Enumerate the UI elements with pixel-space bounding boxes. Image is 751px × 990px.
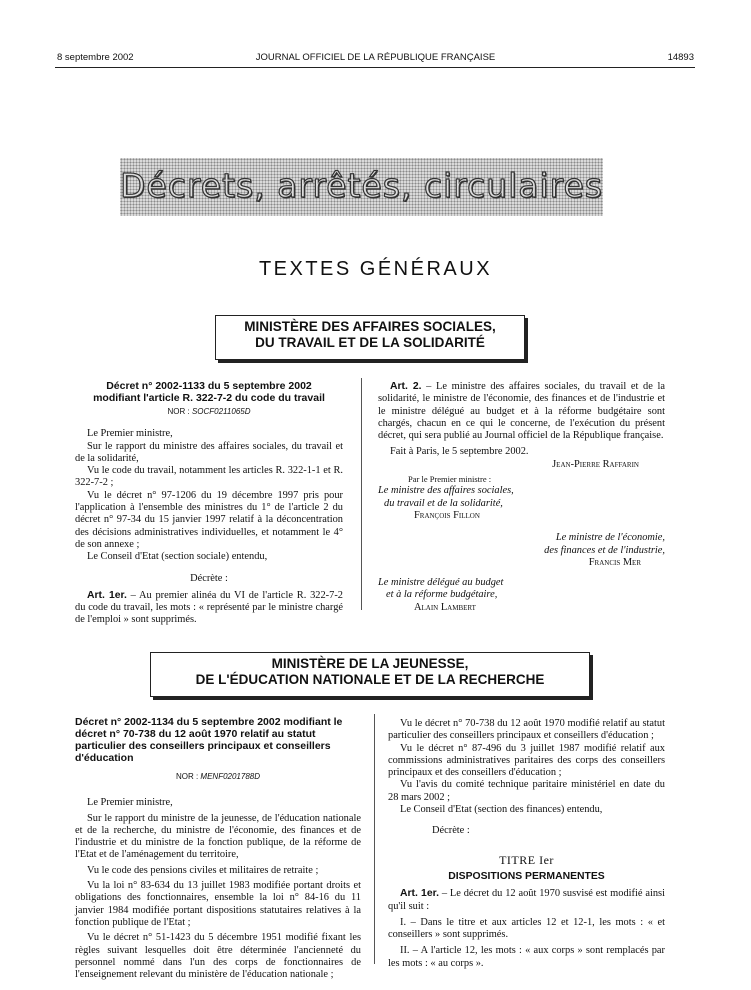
decree2-para: Vu le décret n° 70-738 du 12 août 1970 modifié relatif au statut particulier des conseillers principaux et conseillers d'éducation ; xyxy=(388,718,665,742)
ministry-education-line1: MINISTÈRE DE LA JEUNESSE, xyxy=(271,656,469,671)
decree2-right-column xyxy=(388,718,665,970)
decree2-titre: TITRE Ier xyxy=(499,852,554,867)
decree1-title-line2: modifiant l'article R. 322-7-2 du code du travail xyxy=(93,392,325,404)
header-journal: JOURNAL OFFICIEL DE LA RÉPUBLIQUE FRANÇAISE xyxy=(255,52,496,63)
ministry-social-line1: MINISTÈRE DES AFFAIRES SOCIALES, xyxy=(244,319,496,334)
decree1-nor: NOR : SOCF0211065D xyxy=(167,407,251,416)
section-title: TEXTES GÉNÉRAUX xyxy=(258,258,493,280)
ministry-box-education xyxy=(150,652,590,697)
decree1-article1: Art. 1er. – Au premier alinéa du VI de l'article R. 322-7-2 du code du travail, les mots : « représenté par le ministre chargé de l'emploi » sont supprimés. xyxy=(75,589,343,626)
banner-title: Décrets, arrêtés, circulaires xyxy=(120,166,603,205)
decree2-title-line4: d'éducation xyxy=(75,752,134,764)
decree2-title-line3: particulier des conseillers principaux et conseillers xyxy=(75,740,331,752)
decree1-para: Le Premier ministre, xyxy=(87,428,173,440)
decree1-para: Le Conseil d'Etat (section sociale) entendu, xyxy=(87,551,268,563)
decree1-article2: Art. 2. – Le ministre des affaires sociales, du travail et de la solidarité, le ministre de l'économie, des finances et de l'industrie et le ministre délégué au budget et à la réforme budgétaire sont chargés, chacun en ce qui le concerne, de l'exécution du présent décret, qui sera publié au Journal officiel de la République française. xyxy=(378,381,665,442)
decree1-decrete: Décrète : xyxy=(190,572,228,584)
decree1-art1-label: Art. 1er. xyxy=(87,589,127,601)
column-divider xyxy=(374,714,375,964)
min-social-line2: du travail et de la solidarité, xyxy=(384,497,503,509)
decree1-nor-code: SOCF0211065D xyxy=(191,407,251,416)
decree2-para: Vu la loi n° 83-634 du 13 juillet 1983 modifiée portant droits et obligations des fonctionnaires, ensemble la loi n° 84-16 du 11 janvier 1984 modifiée portant dispositions statutaires relatives à la fonction publique de l'Etat ; xyxy=(75,880,361,928)
decree2-item-i: I. – Dans le titre et aux articles 12 et 12-1, les mots : « et conseillers » sont supprimés. xyxy=(388,916,665,941)
header-rule xyxy=(55,67,695,68)
signature-budget: Alain Lambert xyxy=(414,601,476,613)
decree2-para: Vu le décret n° 87-496 du 3 juillet 1987 modifié relatif aux commissions administratives paritaires des corps des conseillers principaux et des conseillers d'éducation ; xyxy=(388,742,665,779)
decree2-para: Le Premier ministre, xyxy=(87,797,173,809)
ministry-education-line2: DE L'ÉDUCATION NATIONALE ET DE LA RECHERCHE xyxy=(195,672,545,687)
decree1-para: Vu le décret n° 97-1206 du 19 décembre 1997 pris pour l'application à l'ensemble des ministres du 1° de l'article 2 du décret n° 97-34 du 15 janvier 1997 relatif à la déconcentration des décisions administratives individuelles, et notamment le 4° de son annexe ; xyxy=(75,489,343,550)
decree1-fait: Fait à Paris, le 5 septembre 2002. xyxy=(390,446,529,458)
decree2-art1-label: Art. 1er. xyxy=(400,888,439,900)
signature-social: François Fillon xyxy=(414,509,480,521)
decree2-nor-code: MENF0201788D xyxy=(200,772,261,781)
ministry-box-social xyxy=(215,315,525,360)
decree1-title-line1: Décret n° 2002-1133 du 5 septembre 2002 xyxy=(106,380,312,392)
ministry-social-line2: DU TRAVAIL ET DE LA SOLIDARITÉ xyxy=(255,335,485,350)
decree1-right-column xyxy=(378,381,665,614)
decree2-para: Vu le décret n° 51-1423 du 5 décembre 1951 modifié fixant les règles suivant lesquelles doit être déterminée l'ancienneté du personnel nommé dans l'un des corps de fonctionnaires de l'enseignement relevant du ministère de l'éducation nationale ; xyxy=(75,932,361,981)
min-budget-line1: Le ministre délégué au budget xyxy=(378,577,504,589)
decree2-title-line1: Décret n° 2002-1134 du 5 septembre 2002 modifiant le xyxy=(75,716,343,728)
min-social-line1: Le ministre des affaires sociales, xyxy=(378,485,514,497)
signature-pm: Jean-Pierre Raffarin xyxy=(552,458,639,470)
decree2-para: Vu l'avis du comité technique paritaire ministériel en date du 28 mars 2002 ; xyxy=(388,779,665,803)
decree1-left-column xyxy=(75,380,343,627)
header-page-number: 14893 xyxy=(667,52,694,63)
par-premier-ministre: Par le Premier ministre : xyxy=(408,474,492,485)
column-divider xyxy=(361,378,362,610)
min-eco-line2: des finances et de l'industrie, xyxy=(544,544,665,556)
decree2-para: Vu le code des pensions civiles et militaires de retraite ; xyxy=(87,864,319,876)
decree2-para: Le Conseil d'Etat (section des finances) entendu, xyxy=(400,804,603,816)
decree1-para: Vu le code du travail, notamment les articles R. 322-1-1 et R. 322-7-2 ; xyxy=(75,465,343,489)
decree1-art2-label: Art. 2. xyxy=(390,381,422,392)
min-eco-line1: Le ministre de l'économie, xyxy=(555,532,665,544)
decree2-dispositions: DISPOSITIONS PERMANENTES xyxy=(448,870,605,882)
decree2-item-ii: II. – A l'article 12, les mots : « aux corps » sont remplacés par les mots : « au corps ». xyxy=(388,945,665,969)
decree2-decrete: Décrète : xyxy=(432,825,470,837)
decree2-nor: NOR : MENF0201788D xyxy=(175,772,261,781)
decree2-para: Sur le rapport du ministre de la jeunesse, de l'éducation nationale et de la recherche, du ministre de l'économie, des finances et de l'industrie et du ministre de la fonction publique, de la réforme de l'Etat et de l'aménagement du territoire, xyxy=(75,812,361,861)
decree2-left-column xyxy=(75,716,361,981)
decree2-article1: Art. 1er. – Le décret du 12 août 1970 susvisé est modifié ainsi qu'il suit : xyxy=(388,888,665,912)
decree1-para: Sur le rapport du ministre des affaires sociales, du travail et de la solidarité, xyxy=(75,440,343,464)
decree2-title-line2: décret n° 70-738 du 12 août 1970 relatif au statut xyxy=(75,728,316,740)
header-date: 8 septembre 2002 xyxy=(57,52,134,63)
min-budget-line2: et à la réforme budgétaire, xyxy=(386,589,498,601)
signature-eco: Francis Mer xyxy=(588,556,641,568)
